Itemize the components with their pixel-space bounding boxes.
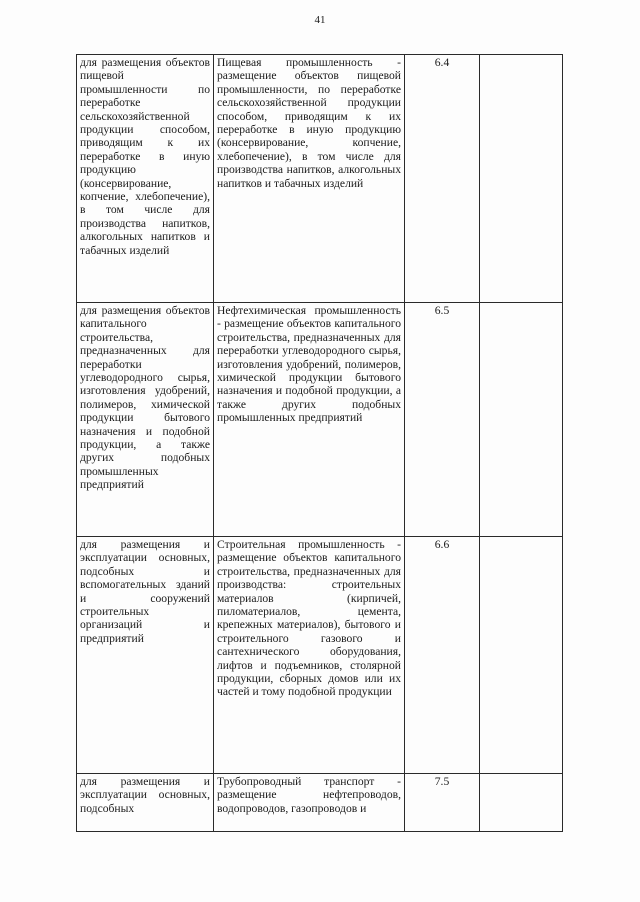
description-cell: для размещения объектов капитального строительства, предназначенных для переработки углеводородного сырья, изготовления удобрений, полимеров, химической продукции бытового назначения и подобной продукции, а также других подобных промышленных предприятий	[77, 303, 214, 537]
note-cell	[480, 55, 563, 303]
table-row	[77, 537, 563, 774]
note-cell	[480, 774, 563, 832]
code-cell: 6.5	[405, 303, 480, 537]
land-use-table	[76, 54, 563, 832]
classifier-cell: Строительная промышленность - размещение объектов капитального строительства, предназначенных для производства: строительных материалов (кирпичей, пиломатериалов, цемента, крепежных материалов), бытового и строительного газового и сантехнического оборудования, лифтов и подъемников, столярной продукции, сборных домов или их частей и тому подобной продукции	[214, 537, 405, 774]
code-cell: 6.4	[405, 55, 480, 303]
code-cell: 7.5	[405, 774, 480, 832]
description-cell: для размещения и эксплуатации основных, подсобных и вспомогательных зданий и сооружений строительных организаций и предприятий	[77, 537, 214, 774]
note-cell	[480, 537, 563, 774]
classifier-cell: Пищевая промышленность - размещение объектов пищевой промышленности, по переработке сельскохозяйственной продукции способом, приводящим к их переработке в иную продукцию (консервирование, копчение, хлебопечение), в том числе для производства напитков, алкогольных напитков и табачных изделий	[214, 55, 405, 303]
table-row	[77, 303, 563, 537]
note-cell	[480, 303, 563, 537]
classifier-cell: Нефтехимическая промышленность - размещение объектов капитального строительства, предназначенных для переработки углеводородного сырья, изготовления удобрений, полимеров, химической продукции бытового назначения и подобной продукции, а также других подобных промышленных предприятий	[214, 303, 405, 537]
description-cell: для размещения и эксплуатации основных, подсобных	[77, 774, 214, 832]
table-row	[77, 55, 563, 303]
code-cell: 6.6	[405, 537, 480, 774]
description-cell: для размещения объектов пищевой промышленности по переработке сельскохозяйственной продукции способом, приводящим к их переработке в иную продукцию (консервирование, копчение, хлебопечение), в том числе для производства напитков, алкогольных напитков и табачных изделий	[77, 55, 214, 303]
table-row	[77, 774, 563, 832]
classifier-cell: Трубопроводный транспорт - размещение нефтепроводов, водопроводов, газопроводов и	[214, 774, 405, 832]
page-number: 41	[314, 14, 326, 26]
